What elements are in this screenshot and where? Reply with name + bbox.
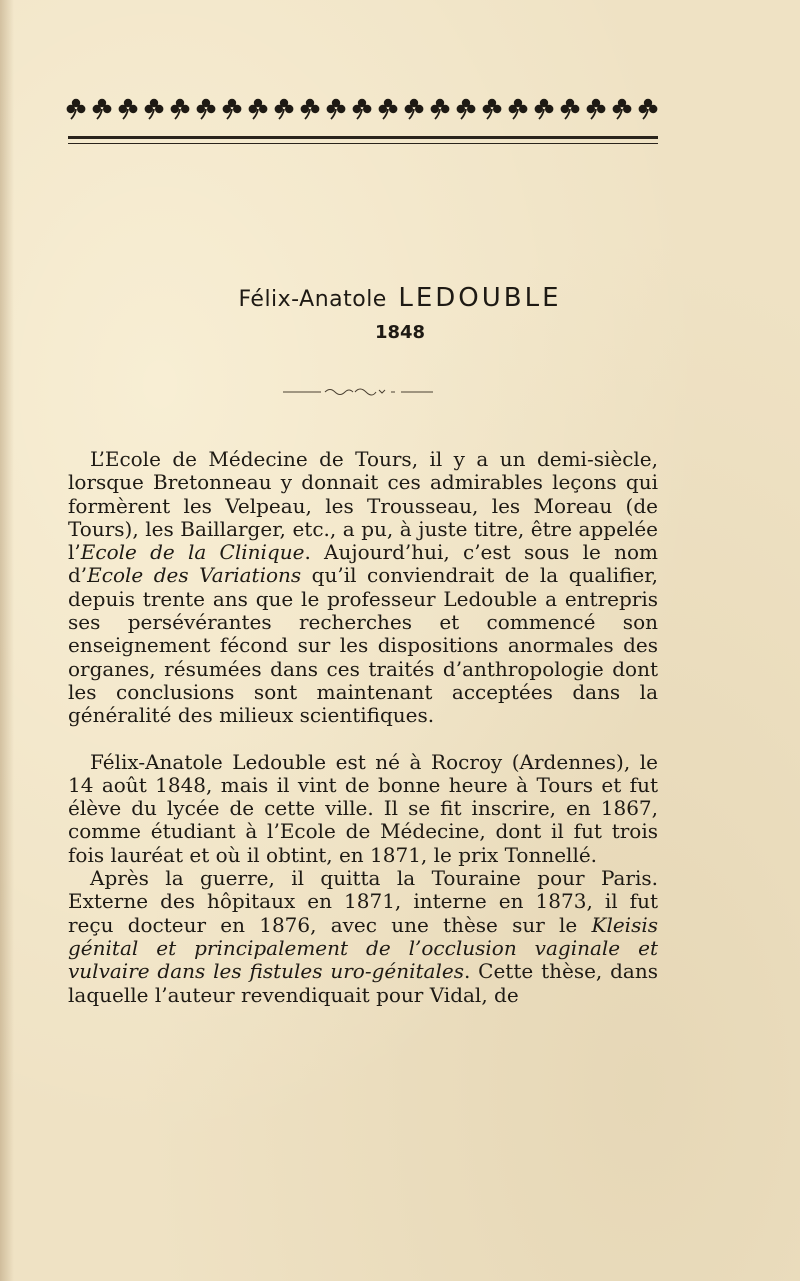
trefoil-icon bbox=[638, 98, 658, 120]
trefoil-icon bbox=[482, 98, 502, 120]
author-given-name: Félix-Anatole bbox=[238, 287, 387, 312]
flourish-divider-icon bbox=[283, 385, 433, 397]
trefoil-icon bbox=[300, 98, 320, 120]
trefoil-icon bbox=[248, 98, 268, 120]
author-heading bbox=[0, 283, 800, 313]
trefoil-icon bbox=[118, 98, 138, 120]
trefoil-icon bbox=[378, 98, 398, 120]
text-run: L’Ecole de Médecine de Tours, il y a un demi-siècle, lorsque Bretonneau y donnait ces admirables leçons qui formèrent les Velpeau, les Trousseau, les Moreau (de Tours), les Baillarger, etc., a pu, à juste titre, être appelée l’ bbox=[68, 447, 658, 565]
header-rule-thick bbox=[68, 136, 658, 139]
trefoil-icon bbox=[170, 98, 190, 120]
body-text bbox=[68, 448, 658, 1007]
trefoil-icon bbox=[612, 98, 632, 120]
header-ornament-row bbox=[66, 98, 658, 120]
trefoil-icon bbox=[534, 98, 554, 120]
paragraph bbox=[68, 867, 658, 1007]
text-run: qu’il conviendrait de la qualifier, depuis trente ans que le professeur Ledouble a entrepris ses persévérantes recherches et commencé son enseignement fécond sur les dispositions anormales des organes, résumées dans ces traités d’anthropologie dont les conclusions sont maintenant acceptées dans la généralité des milieux scientifiques. bbox=[68, 563, 658, 728]
italic-phrase: Kleisis génital et principalement de l’occlusion vaginale et vulvaire dans les fistules uro-génitales bbox=[68, 912, 658, 984]
paragraph bbox=[68, 448, 658, 728]
author-surname: LEDOUBLE bbox=[398, 283, 562, 313]
trefoil-icon bbox=[456, 98, 476, 120]
birth-year: 1848 bbox=[374, 322, 426, 343]
trefoil-icon bbox=[196, 98, 216, 120]
trefoil-icon bbox=[430, 98, 450, 120]
italic-phrase: Ecole des Variations bbox=[87, 563, 302, 588]
trefoil-icon bbox=[92, 98, 112, 120]
paragraph bbox=[68, 751, 658, 867]
text-run: Après la guerre, il quitta la Touraine pour Paris. Externe des hôpitaux en 1871, interne en 1873, il fut reçu docteur en 1876, avec une thèse sur le bbox=[68, 866, 658, 937]
trefoil-icon bbox=[560, 98, 580, 120]
text-run: . Aujourd’hui, c’est sous le nom d’ bbox=[68, 540, 659, 588]
trefoil-icon bbox=[586, 98, 606, 120]
trefoil-icon bbox=[66, 98, 86, 120]
trefoil-icon bbox=[404, 98, 424, 120]
trefoil-icon bbox=[352, 98, 372, 120]
trefoil-icon bbox=[508, 98, 528, 120]
page-edge-shadow bbox=[0, 0, 14, 1281]
text-run: Félix-Anatole Ledouble est né à Rocroy (Ardennes), le 14 août 1848, mais il vint de bonne heure à Tours et fut élève du lycée de cette ville. Il se fit inscrire, en 1867, comme étudiant à l’Ecole de Médecine, dont il fut trois fois lauréat et où il obtint, en 1871, le prix Tonnellé. bbox=[68, 749, 658, 867]
text-run: . Cette thèse, dans laquelle l’auteur revendiquait pour Vidal, de bbox=[68, 959, 658, 1007]
trefoil-icon bbox=[222, 98, 242, 120]
trefoil-icon bbox=[144, 98, 164, 120]
trefoil-icon bbox=[274, 98, 294, 120]
header-rule-thin bbox=[68, 143, 658, 144]
trefoil-icon bbox=[326, 98, 346, 120]
italic-phrase: Ecole de la Clinique bbox=[80, 540, 305, 565]
